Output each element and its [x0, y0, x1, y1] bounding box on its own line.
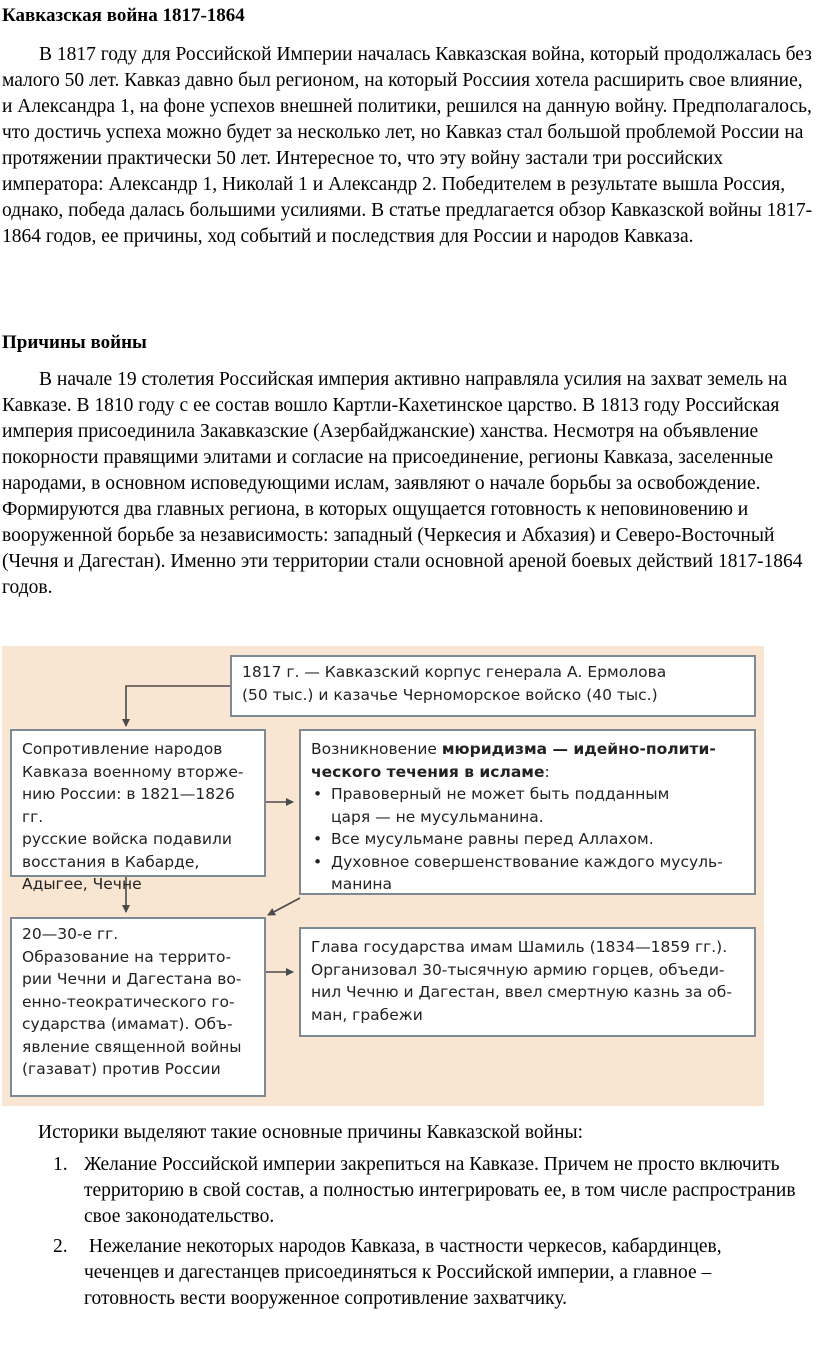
resistance-line: русские войска подавили — [22, 830, 232, 848]
muridism-list — [311, 783, 744, 896]
box-1817-line-2: (50 тыс.) и казачье Черноморское войско (40 тыс.) — [242, 685, 658, 704]
bullet-text: Правоверный не может быть подданным — [331, 785, 670, 803]
shamil-line: Организовал 30-тысячную армию горцев, объеди- — [311, 960, 725, 979]
imamate-line: 20—30-е гг. — [22, 925, 119, 943]
reasons-list — [40, 1152, 800, 1316]
bullet-text: царя — не мусульманина. — [331, 807, 544, 826]
imamate-line: явление священной войны — [22, 1037, 242, 1056]
bullet-text: Духовное совершенствование каждого мусуль- — [331, 852, 723, 871]
paragraph-causes: В начале 19 столетия Российская империя активно направляла усилия на захват земель на Кавказе. В 1810 году с ее состав вошло Картли-Кахетинское царство. В 1813 году Российская империя присоединила Закавказские (Азербайджанские) ханства. Несмотря на объявление покорности правящими элитами и согласие на присоединение, регионы Кавказа, заселенные народами, в основном исповедующими ислам, заявляют о начале борьбы за освобождение. Формируются два главных региона, в которых ощущается готовность к неповиновению и вооруженной борьбе за независимость: западный (Черкесия и Абхазия) и Северо-Восточный (Чечня и Дагестан). Именно эти территории стали основной ареной боевых действий 1817-1864 годов. — [2, 369, 803, 598]
muridism-intro: Возникновение — [311, 740, 442, 758]
shamil-line: Глава государства имам Шамиль (1834—1859 гг.). — [311, 938, 728, 956]
bullet-text: манина — [331, 875, 393, 893]
arrow-top-to-resistance — [126, 686, 230, 726]
list-number: 1. — [53, 1154, 68, 1175]
list-item-text: Нежелание некоторых народов Кавказа, в частности черкесов, кабардинцев, чеченцев и дагестанцев присоединяться к Российской империи, а главное – готовность вести вооруженное сопротивление захватчику. — [84, 1236, 727, 1309]
imamate-line: сударства (имамат). Объ- — [22, 1015, 233, 1033]
diagram-caucasian-war — [2, 646, 764, 1106]
list-item — [40, 1234, 800, 1312]
list-item-text: Желание Российской империи закрепиться на Кавказе. Причем не просто включить территорию в свой состав, а полностью интегрировать ее, в том числе распространив свое законодательство. — [84, 1154, 796, 1227]
reasons-intro: Историки выделяют такие основные причины Кавказской войны: — [38, 1122, 584, 1143]
imamate-line: Образование на террито- — [22, 947, 232, 966]
imamate-line: (газават) против России — [22, 1060, 221, 1078]
imamate-line: енно-теократического го- — [22, 992, 235, 1011]
muridism-heading-2 — [311, 761, 744, 784]
resistance-line: восстания в Кабарде, — [22, 852, 200, 871]
shamil-line: ман, грабежи — [311, 1005, 423, 1024]
muridism-term: мюридизма — идейно-полити- — [441, 740, 716, 758]
muridism-heading — [311, 738, 744, 761]
heading-caucasian-war: Кавказская война 1817-1864 — [2, 5, 245, 26]
muridism-bullet — [313, 828, 744, 851]
box-muridism — [299, 729, 756, 895]
bullet-text: Все мусульмане равны перед Аллахом. — [331, 830, 654, 848]
heading-causes: Причины войны — [2, 332, 147, 353]
list-number: 2. — [53, 1236, 68, 1257]
box-1817-line-1: 1817 г. — Кавказский корпус генерала А. Ермолова — [242, 663, 667, 681]
box-imamate — [10, 917, 266, 1097]
box-resistance — [10, 729, 266, 893]
imamate-line: рии Чечни и Дагестана во- — [22, 970, 242, 988]
resistance-line: Кавказа военному вторже- — [22, 762, 244, 781]
resistance-line: Сопротивление народов — [22, 740, 223, 758]
box-1817-corps — [230, 655, 756, 717]
box-shamil — [299, 927, 756, 1037]
muridism-bullet — [313, 783, 744, 828]
muridism-bullet — [313, 851, 744, 896]
resistance-line: нию России: в 1821—1826 гг. — [22, 785, 235, 826]
list-item — [40, 1152, 800, 1230]
shamil-line: нил Чечню и Дагестан, ввел смертную казнь за об- — [311, 983, 732, 1001]
paragraph-intro: В 1817 году для Российской Империи началась Кавказская война, который продолжалась без малого 50 лет. Кавказ давно был регионом, на который Россиия хотела расширить свое влияние, и Александра 1, на фоне успехов внешней политики, решился на данную войну. Предполагалось, что достичь успеха можно будет за несколько лет, но Кавказ стал большой проблемой России на протяжении практически 50 лет. Интересное то, что эту войну застали три российских императора: Александр 1, Николай 1 и Александр 2. Победителем в результате вышла Россия, однако, победа далась большими усилиями. В статье предлагается обзор Кавказской войны 1817-1864 годов, ее причины, ход событий и последствия для России и народов Кавказа. — [2, 44, 813, 247]
muridism-term-2: ческого течения в исламе — [311, 762, 545, 781]
resistance-line: Адыгее, Чечне — [22, 875, 142, 893]
arrow-muridism-to-imamate — [268, 898, 300, 915]
muridism-colon: : — [544, 762, 550, 781]
